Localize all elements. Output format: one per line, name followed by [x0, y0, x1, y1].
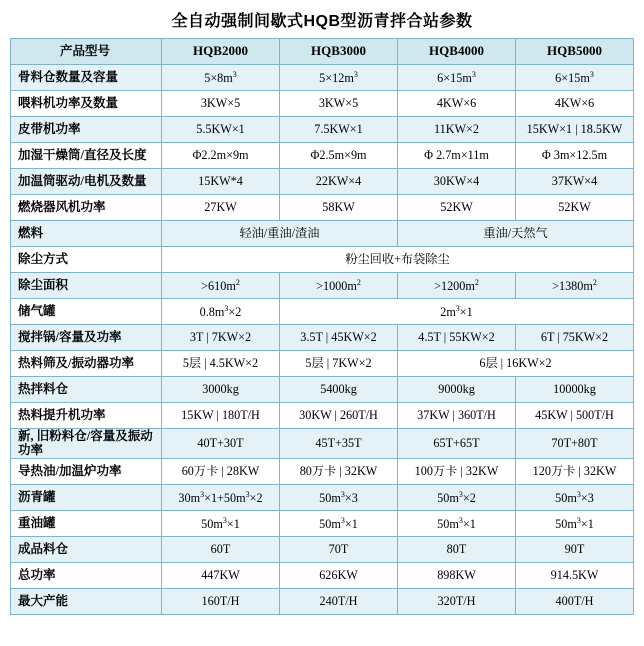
table-row	[11, 273, 634, 299]
table-cell: $5\times 12m^3$	[280, 65, 398, 91]
table-cell: $50m^3\times 1$	[398, 510, 516, 536]
row-label: 储气罐	[11, 299, 162, 325]
table-cell: 80T	[398, 536, 516, 562]
table-cell: 5层 | 4.5KW×2	[162, 351, 280, 377]
table-cell: 447KW	[162, 562, 280, 588]
table-cell: 重油/天然气	[398, 221, 634, 247]
table-cell: 3T | 7KW×2	[162, 325, 280, 351]
table-row	[11, 377, 634, 403]
row-label: 新, 旧粉料仓/容量及振动功率	[11, 429, 162, 459]
table-cell: $50m^3\times 1$	[516, 510, 634, 536]
row-label: 燃烧器风机功率	[11, 195, 162, 221]
table-cell: 4KW×6	[398, 91, 516, 117]
table-row	[11, 91, 634, 117]
table-row	[11, 299, 634, 325]
table-cell: $50m^3\times 3$	[280, 484, 398, 510]
table-cell: 90T	[516, 536, 634, 562]
table-cell: $>1200m^2$	[398, 273, 516, 299]
table-cell: 60T	[162, 536, 280, 562]
table-cell: 898KW	[398, 562, 516, 588]
row-label: 骨料仓数量及容量	[11, 65, 162, 91]
table-header-row	[11, 39, 634, 65]
table-row	[11, 325, 634, 351]
table-row	[11, 65, 634, 91]
table-cell: $5\times 8m^3$	[162, 65, 280, 91]
table-cell: 30KW | 260T/H	[280, 403, 398, 429]
table-cell: 3000kg	[162, 377, 280, 403]
row-label: 皮带机功率	[11, 117, 162, 143]
row-label: 热料筛及/振动器功率	[11, 351, 162, 377]
table-cell: 626KW	[280, 562, 398, 588]
table-cell: $50m^3\times 1$	[162, 510, 280, 536]
table-cell: $>1380m^2$	[516, 273, 634, 299]
table-cell: $0.8m^3\times 2$	[162, 299, 280, 325]
table-row	[11, 169, 634, 195]
table-cell: 3KW×5	[162, 91, 280, 117]
table-cell: 7.5KW×1	[280, 117, 398, 143]
row-label: 总功率	[11, 562, 162, 588]
table-cell: 914.5KW	[516, 562, 634, 588]
table-cell: 160T/H	[162, 588, 280, 614]
table-cell: 37KW×4	[516, 169, 634, 195]
table-row	[11, 143, 634, 169]
table-cell: 80万卡 | 32KW	[280, 458, 398, 484]
table-cell: Φ 2.7m×11m	[398, 143, 516, 169]
table-cell: 15KW | 180T/H	[162, 403, 280, 429]
table-cell: $6\times 15m^3$	[516, 65, 634, 91]
table-cell: 45T+35T	[280, 429, 398, 459]
table-cell: 65T+65T	[398, 429, 516, 459]
column-header-model: 产品型号	[11, 39, 162, 65]
table-row	[11, 195, 634, 221]
table-cell: 320T/H	[398, 588, 516, 614]
table-cell: $2m^3\times 1$	[280, 299, 634, 325]
table-cell: Φ2.2m×9m	[162, 143, 280, 169]
table-row	[11, 429, 634, 459]
row-label: 除尘面积	[11, 273, 162, 299]
row-label: 加湿干燥筒/直径及长度	[11, 143, 162, 169]
table-cell: $50m^3\times 1$	[280, 510, 398, 536]
table-cell: 30KW×4	[398, 169, 516, 195]
table-cell: $>610m^2$	[162, 273, 280, 299]
table-cell: Φ2.5m×9m	[280, 143, 398, 169]
table-cell: 45KW | 500T/H	[516, 403, 634, 429]
table-cell: 粉尘回收+布袋除尘	[162, 247, 634, 273]
table-cell: 15KW*4	[162, 169, 280, 195]
table-cell: $30m^3\times 1+50m^3\times 2$	[162, 484, 280, 510]
table-cell: 6层 | 16KW×2	[398, 351, 634, 377]
table-cell: 22KW×4	[280, 169, 398, 195]
column-header-hqb4000: HQB4000	[398, 39, 516, 65]
column-header-hqb2000: HQB2000	[162, 39, 280, 65]
row-label: 燃料	[11, 221, 162, 247]
row-label: 喂料机功率及数量	[11, 91, 162, 117]
table-cell: 3.5T | 45KW×2	[280, 325, 398, 351]
table-cell: 轻油/重油/渣油	[162, 221, 398, 247]
table-cell: 10000kg	[516, 377, 634, 403]
table-row	[11, 403, 634, 429]
table-cell: $50m^3\times 3$	[516, 484, 634, 510]
table-cell: $>1000m^2$	[280, 273, 398, 299]
table-cell: 4KW×6	[516, 91, 634, 117]
table-cell: 60万卡 | 28KW	[162, 458, 280, 484]
table-row	[11, 510, 634, 536]
table-cell: 120万卡 | 32KW	[516, 458, 634, 484]
table-cell: 40T+30T	[162, 429, 280, 459]
table-cell: 5400kg	[280, 377, 398, 403]
table-cell: 100万卡 | 32KW	[398, 458, 516, 484]
row-label: 除尘方式	[11, 247, 162, 273]
table-cell: 5层 | 7KW×2	[280, 351, 398, 377]
table-cell: 400T/H	[516, 588, 634, 614]
table-cell: 6T | 75KW×2	[516, 325, 634, 351]
table-cell: 15KW×1 | 18.5KW	[516, 117, 634, 143]
table-row	[11, 117, 634, 143]
row-label: 热拌料仓	[11, 377, 162, 403]
table-row	[11, 247, 634, 273]
table-row	[11, 351, 634, 377]
table-cell: 240T/H	[280, 588, 398, 614]
table-cell: 5.5KW×1	[162, 117, 280, 143]
table-cell: 27KW	[162, 195, 280, 221]
table-cell: $50m^3\times 2$	[398, 484, 516, 510]
table-cell: 70T+80T	[516, 429, 634, 459]
table-cell: Φ 3m×12.5m	[516, 143, 634, 169]
row-label: 沥青罐	[11, 484, 162, 510]
page-title: 全自动强制间歇式HQB型沥青拌合站参数	[171, 13, 473, 30]
spec-table	[10, 38, 634, 615]
row-label: 搅拌锅/容量及功率	[11, 325, 162, 351]
table-row	[11, 484, 634, 510]
row-label: 热料提升机功率	[11, 403, 162, 429]
table-cell: 9000kg	[398, 377, 516, 403]
table-cell: 37KW | 360T/H	[398, 403, 516, 429]
table-cell: 52KW	[516, 195, 634, 221]
table-row	[11, 588, 634, 614]
column-header-hqb5000: HQB5000	[516, 39, 634, 65]
table-cell: 70T	[280, 536, 398, 562]
table-row	[11, 562, 634, 588]
table-row	[11, 536, 634, 562]
table-cell: 52KW	[398, 195, 516, 221]
table-cell: 58KW	[280, 195, 398, 221]
row-label: 重油罐	[11, 510, 162, 536]
row-label: 最大产能	[11, 588, 162, 614]
column-header-hqb3000: HQB3000	[280, 39, 398, 65]
row-label: 成品料仓	[11, 536, 162, 562]
table-cell: $6\times 15m^3$	[398, 65, 516, 91]
table-row	[11, 221, 634, 247]
table-body	[11, 65, 634, 615]
row-label: 加温筒驱动/电机及数量	[11, 169, 162, 195]
table-cell: 11KW×2	[398, 117, 516, 143]
table-cell: 3KW×5	[280, 91, 398, 117]
table-cell: 4.5T | 55KW×2	[398, 325, 516, 351]
table-row	[11, 458, 634, 484]
row-label: 导热油/加温炉功率	[11, 458, 162, 484]
